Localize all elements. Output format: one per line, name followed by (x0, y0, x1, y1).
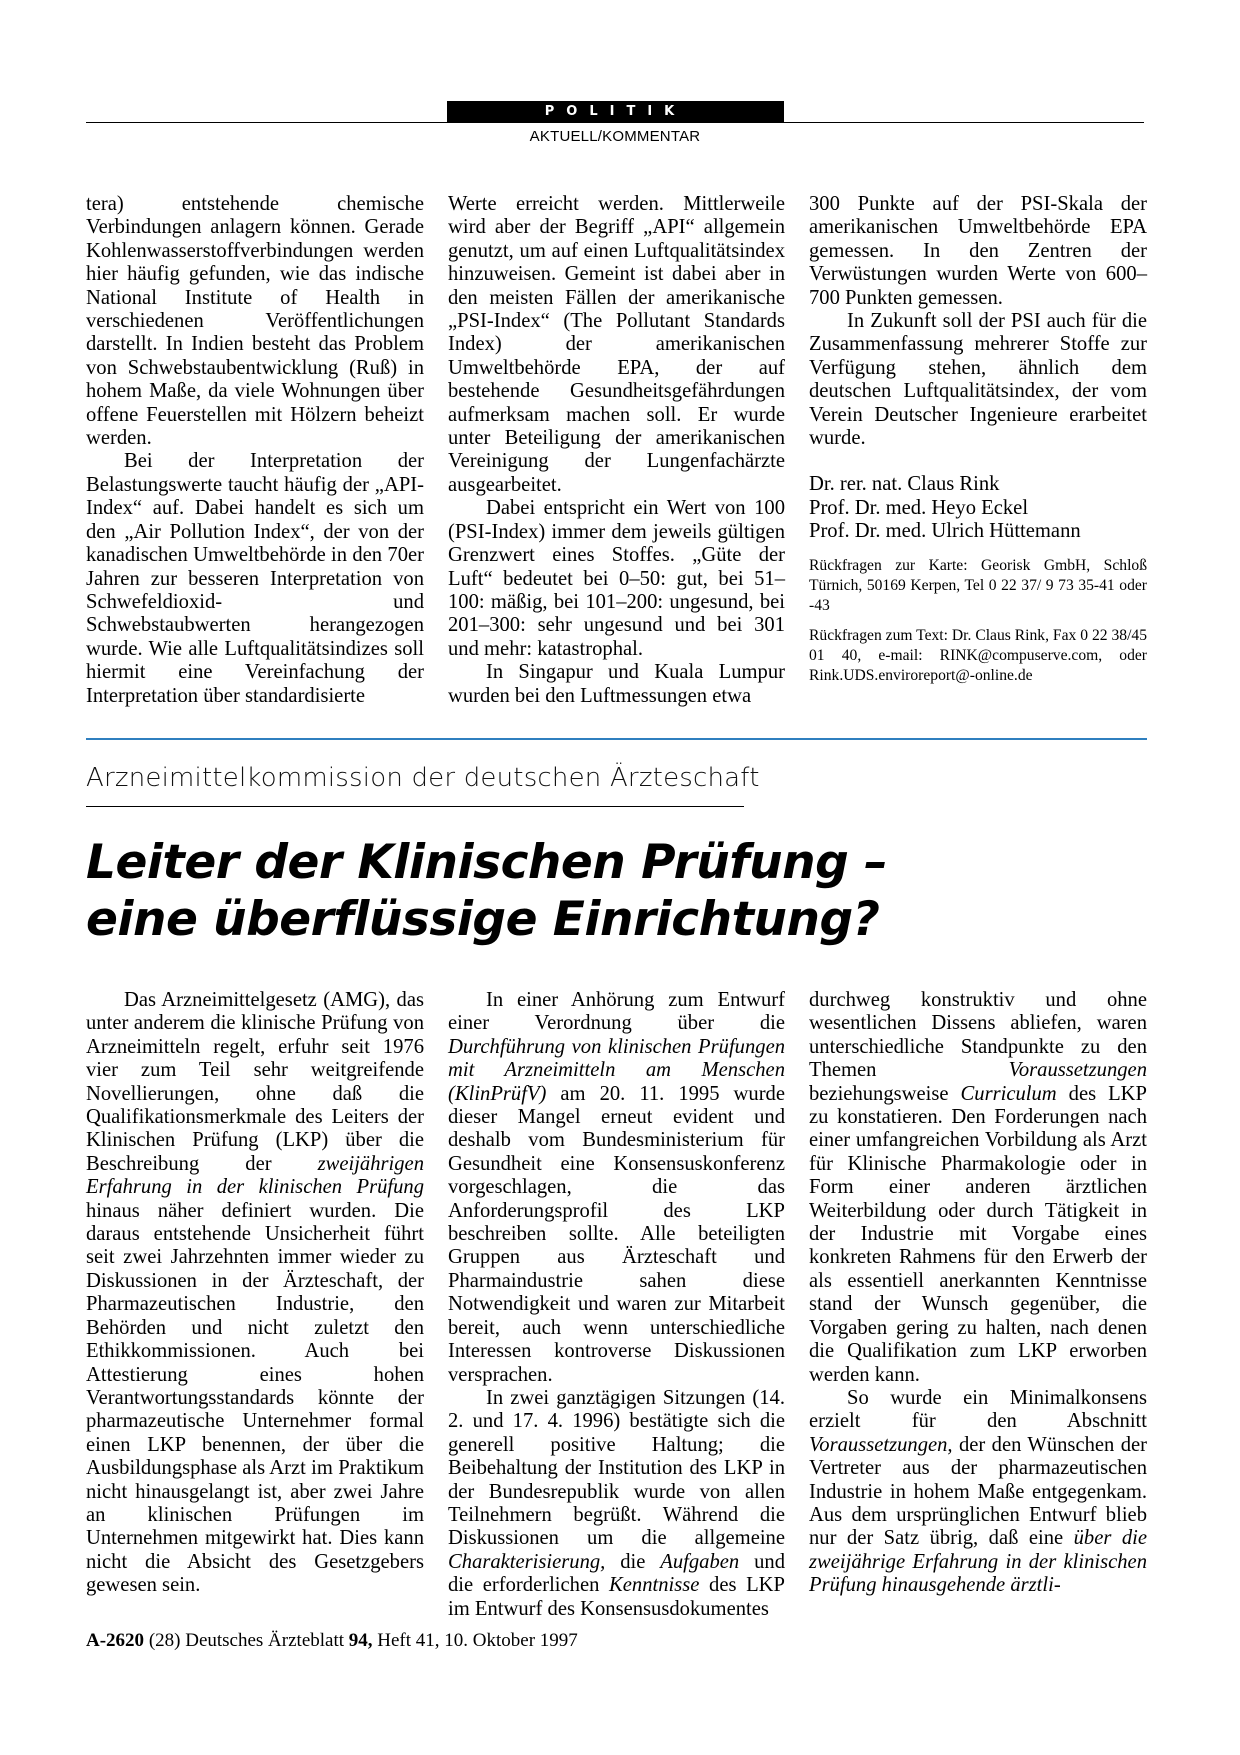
kicker-underline (86, 806, 744, 807)
headline-line-2: eine überflüssige Einrichtung? (86, 892, 880, 947)
article-kicker: Arzneimittelkommission der deutschen Ärzteschaft (86, 763, 760, 793)
paragraph: Dabei entspricht ein Wert von 100 (PSI-Index) immer dem jeweils gültigen Grenzwert eines Stoffes. „Güte der Luft“ bedeutet bei 0–50: gut, bei 51–100: mäßig, bei 101–200: ungesund, bei 201–300: sehr ungesund und bei 301 und mehr: katastrophal. (448, 497, 785, 660)
paragraph: Bei der Interpretation der Belastungswerte taucht häufig der „API-Index“ auf. Dabei handelt es sich um den „Air Pollution Index“, der von der kanadischen Umweltbehörde in den 70er Jahren zur besseren Interpretation von Schwefeldioxid- und Schwebstaubwerten herangezogen wurde. Wie alle Luftqualitätsindizes soll hiermit eine Vereinfachung der Interpretation über standardisierte (86, 450, 424, 707)
paragraph: So wurde ein Minimalkonsens erzielt für den Abschnitt Voraussetzungen, der den Wünschen der Vertreter aus der pharmazeutischen Industrie in hohem Maße entgegenkam. Aus dem ursprünglichen Entwurf blieb nur der Satz übrig, daß eine über die zweijährige Erfahrung in der klinischen Prüfung hinausgehende ärztli- (809, 1386, 1147, 1597)
subsection-label: AKTUELL/KOMMENTAR (529, 128, 701, 145)
paragraph: 300 Punkte auf der PSI-Skala der amerikanischen Umweltbehörde EPA gemessen. In den Zentren der Verwüstungen wurden Werte von 600–700 Punkten gemessen. (809, 193, 1147, 309)
author-name: Dr. rer. nat. Claus Rink (809, 473, 1000, 496)
top-article-column-1 (86, 193, 424, 708)
paragraph: In einer Anhörung zum Entwurf einer Verordnung über die Durchführung von klinischen Prüfungen mit Arzneimitteln am Menschen (KlinPrüfV) am 20. 11. 1995 wurde dieser Mangel erneut evident und deshalb vom Bundesministerium für Gesundheit eine Konsensuskonferenz vorgeschlagen, die das Anforderungsprofil des LKP beschreiben sollte. Alle beteiligten Gruppen aus Ärzteschaft und Pharmaindustrie sahen diese Notwendigkeit und waren zur Mitarbeit bereit, auch wenn unterschiedliche Interessen kontroverse Diskussionen versprachen. (448, 989, 785, 1386)
top-article-column-2 (448, 193, 785, 708)
footer-issue: Heft 41, 10. Oktober 1997 (372, 1630, 578, 1651)
paragraph: In Singapur und Kuala Lumpur wurden bei den Luftmessungen etwa (448, 661, 785, 707)
page-number: A-2620 (86, 1630, 145, 1651)
paragraph: In Zukunft soll der PSI auch für die Zusammenfassung mehrerer Stoffe zur Verfügung stehen, ähnlich dem deutschen Luftqualitätsindex, der vom Verein Deutscher Ingenieure erarbeitet wurde. (809, 310, 1147, 450)
footer-publication: (28) Deutsches Ärzteblatt (144, 1630, 349, 1651)
paragraph: Werte erreicht werden. Mittlerweile wird aber der Begriff „API“ allgemein genutzt, um auf einen Luftqualitätsindex hinzuweisen. Gemeint ist dabei aber in den meisten Fällen der amerikanische „PSI-Index“ (The Pollutant Standards Index) der amerikanischen Umweltbehörde EPA, der auf bestehende Gesundheitsgefährdungen aufmerksam machen soll. Er wurde unter Beteiligung der amerikanischen Vereinigung der Lungenfachärzte ausgearbeitet. (448, 193, 785, 496)
headline-line-1: Leiter der Klinischen Prüfung – (86, 835, 888, 890)
paragraph: tera) entstehende chemische Verbindungen anlagern können. Gerade Kohlenwasserstoffverbindungen werden hier häufig gefunden, wie das indische National Institute of Health in verschiedenen Veröffentlichungen darstellt. In Indien besteht das Problem von Schwebstaubentwicklung (Ruß) in hohem Maße, da viele Wohnungen über offene Feuerstellen mit Hölzern beheizt werden. (86, 193, 424, 450)
author-name: Prof. Dr. med. Heyo Eckel (809, 496, 1029, 519)
author-name: Prof. Dr. med. Ulrich Hüttemann (809, 520, 1081, 543)
main-article-column-1 (86, 989, 424, 1598)
main-article-column-2 (448, 989, 785, 1621)
main-article-column-3 (809, 989, 1147, 1598)
contact-note-text: Rückfragen zum Text: Dr. Claus Rink, Fax 0 22 38/45 01 40, e-mail: RINK@compuserve.com, oder Rink.UDS.enviroreport@-online.de (809, 626, 1147, 684)
article-divider (86, 738, 1147, 740)
paragraph: durchweg konstruktiv und ohne wesentlichen Dissens abliefen, waren unterschiedliche Standpunkte zu den Themen Voraussetzungen beziehungsweise Curriculum des LKP zu konstatieren. Den Forderungen nach einer umfangreichen Vorbildung als Arzt für Klinische Pharmakologie oder in Form einer anderen ärztlichen Weiterbildung oder durch Tätigkeit in der Industrie mit Vorgabe eines konkreten Rahmens für den Erwerb der als essentiell anerkannten Kenntnisse stand der Wunsch gegenüber, die Vorgaben gering zu halten, nach denen die Qualifikation zum LKP erworben werden kann. (809, 989, 1147, 1386)
article-headline (86, 834, 887, 948)
footer-volume: 94, (348, 1630, 373, 1651)
page-footer (86, 1630, 578, 1652)
paragraph: Das Arzneimittelgesetz (AMG), das unter anderem die klinische Prüfung von Arzneimitteln regelt, erfuhr seit 1976 vier zum Teil sehr weitgreifende Novellierungen, ohne daß die Qualifikationsmerkmale des Leiters der Klinischen Prüfung (LKP) über die Beschreibung der zweijährigen Erfahrung in der klinischen Prüfung hinaus näher definiert wurden. Die daraus entstehende Unsicherheit führt seit zwei Jahrzehnten immer wieder zu Diskussionen in der Ärzteschaft, der Pharmazeutischen Industrie, den Behörden und nicht zuletzt den Ethikkommissionen. Auch bei Attestierung eines hohen Verantwortungsstandards könnte der pharmazeutische Unternehmer formal einen LKP benennen, der über die Ausbildungsphase als Arzt im Praktikum nicht hinausgelangt ist, aber zwei Jahre an klinischen Prüfungen im Unternehmen mitgewirkt hat. Dies kann nicht die Absicht des Gesetzgebers gewesen sein. (86, 989, 424, 1597)
section-label: POLITIK (447, 101, 784, 122)
header-rule (86, 122, 1144, 123)
contact-note-map: Rückfragen zur Karte: Georisk GmbH, Schloß Türnich, 50169 Kerpen, Tel 0 22 37/ 9 73 35-41 oder -43 (809, 556, 1147, 614)
paragraph: In zwei ganztägigen Sitzungen (14. 2. und 17. 4. 1996) bestätigte sich die generell positive Haltung; die Beibehaltung der Institution des LKP in der Bundesrepublik wurde von allen Teilnehmern begrüßt. Während die Diskussionen um die allgemeine Charakterisierung, die Aufgaben und die erforderlichen Kenntnisse des LKP im Entwurf des Konsensusdokumentes (448, 1386, 785, 1620)
top-article-column-3 (809, 193, 1147, 686)
